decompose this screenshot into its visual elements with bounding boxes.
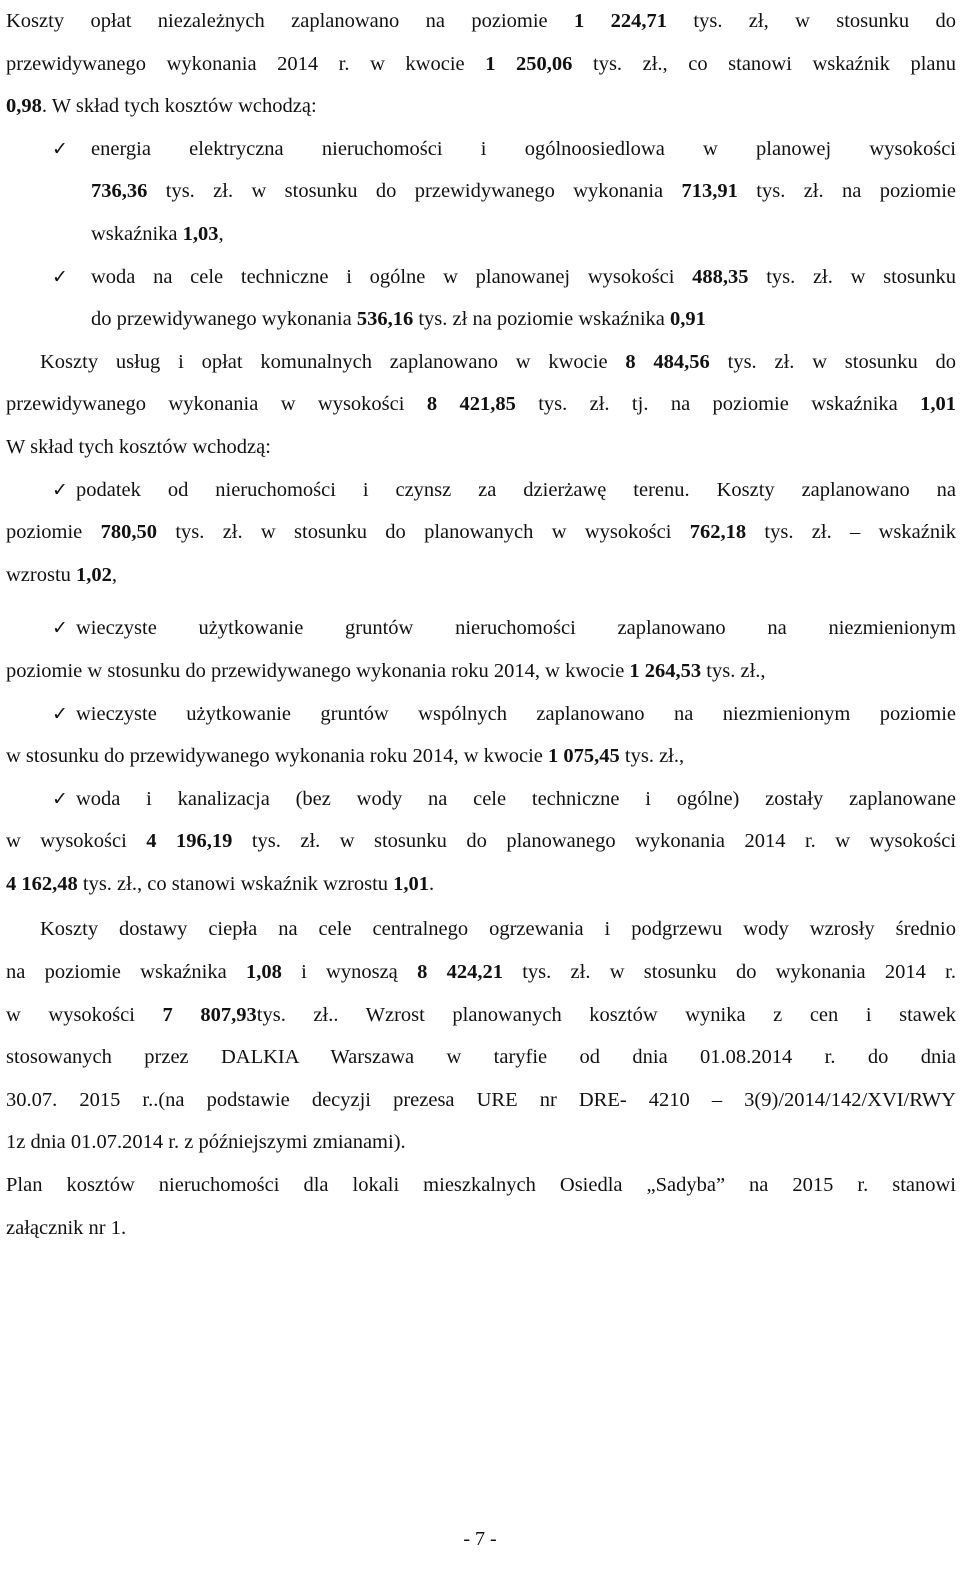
text-line: woda i kanalizacja (bez wody na cele techniczne i ogólne) zostały zaplanowane: [76, 787, 956, 810]
text-line: Koszty dostawy ciepła na cele centralnego ogrzewania i podgrzewu wody wzrosły średnio: [40, 918, 956, 941]
paragraph-independent-fees: [6, 0, 956, 128]
text-line: woda na cele techniczne i ogólne w planowanej wysokości 488,35 tys. zł. w stosunku: [91, 265, 957, 288]
text-line: wzrostu 1,02,: [6, 563, 118, 586]
text-line: wskaźnika 1,03,: [91, 222, 224, 245]
text-line: do przewidywanego wykonania 536,16 tys. zł na poziomie wskaźnika 0,91: [91, 308, 706, 331]
text-line: poziomie w stosunku do przewidywanego wykonania roku 2014, w kwocie 1 264,53 tys. zł.,: [6, 659, 766, 682]
text-line: wieczyste użytkowanie gruntów nieruchomości zaplanowano na niezmienionym: [76, 617, 956, 640]
paragraph-heating-costs: [6, 908, 956, 1164]
text-line: przewidywanego wykonania w wysokości 8 421,85 tys. zł. tj. na poziomie wskaźnika 1,01: [6, 393, 956, 416]
checkmark-icon: ✓: [52, 265, 68, 288]
checkmark-icon: ✓: [52, 478, 68, 501]
text-line: W skład tych kosztów wchodzą:: [6, 435, 271, 458]
text-line: przewidywanego wykonania 2014 r. w kwocie 1 250,06 tys. zł., co stanowi wskaźnik planu: [6, 52, 957, 75]
text-line: wieczyste użytkowanie gruntów wspólnych zaplanowano na niezmienionym poziomie: [76, 702, 956, 725]
text-line: 30.07. 2015 r..(na podstawie decyzji prezesa URE nr DRE- 4210 – 3(9)/2014/142/XVI/RWY: [6, 1088, 956, 1111]
page-number: [0, 1528, 960, 1551]
text-line: 1z dnia 01.07.2014 r. z późniejszymi zmianami).: [6, 1131, 406, 1154]
paragraph-utility-services: [6, 341, 956, 469]
text-line: w wysokości 4 196,19 tys. zł. w stosunku do planowanego wykonania 2014 r. w wysokości: [6, 830, 957, 853]
text-line: na poziomie wskaźnika 1,08 i wynoszą 8 424,21 tys. zł. w stosunku do wykonania 2014 r.: [6, 961, 956, 984]
text-line: energia elektryczna nieruchomości i ogólnoosiedlowa w planowej wysokości: [91, 137, 956, 160]
text-line: w stosunku do przewidywanego wykonania roku 2014, w kwocie 1 075,45 tys. zł.,: [6, 745, 685, 768]
page-number-text: - 7 -: [463, 1528, 497, 1550]
text-line: poziomie 780,50 tys. zł. w stosunku do planowanych w wysokości 762,18 tys. zł. – wskaźnik: [6, 521, 957, 544]
list-item-perpetual-usufruct-property: [6, 607, 956, 692]
text-line: 736,36 tys. zł. w stosunku do przewidywanego wykonania 713,91 tys. zł. na poziomie: [91, 180, 956, 203]
list-item-water-sewage: [6, 778, 956, 906]
text-line: Koszty opłat niezależnych zaplanowano na poziomie 1 224,71 tys. zł, w stosunku do: [6, 10, 957, 32]
text-line: stosowanych przez DALKIA Warszawa w taryfie od dnia 01.08.2014 r. do dnia: [6, 1046, 956, 1069]
text-line: podatek od nieruchomości i czynsz za dzierżawę terenu. Koszty zaplanowano na: [76, 478, 956, 501]
list-item-electricity: [6, 128, 956, 256]
text-line: Koszty usług i opłat komunalnych zaplanowano w kwocie 8 484,56 tys. zł. w stosunku do: [40, 350, 957, 373]
checkmark-icon: ✓: [52, 617, 68, 640]
text-line: 4 162,48 tys. zł., co stanowi wskaźnik wzrostu 1,01.: [6, 872, 435, 895]
checkmark-icon: ✓: [52, 787, 68, 810]
document-page: [6, 0, 956, 1249]
text-line: w wysokości 7 807,93tys. zł.. Wzrost planowanych kosztów wynika z cen i stawek: [6, 1003, 957, 1026]
paragraph-attachment-note: [6, 1164, 956, 1249]
text-line: Plan kosztów nieruchomości dla lokali mieszkalnych Osiedla „Sadyba” na 2015 r. stanowi: [6, 1174, 956, 1197]
list-item-property-tax: [6, 469, 956, 597]
checkmark-icon: ✓: [52, 137, 68, 160]
list-item-technical-water: [6, 256, 956, 341]
checkmark-icon: ✓: [52, 702, 68, 725]
list-item-perpetual-usufruct-common: [6, 693, 956, 778]
text-line: załącznik nr 1.: [6, 1216, 127, 1239]
text-line: 0,98. W skład tych kosztów wchodzą:: [6, 95, 317, 118]
